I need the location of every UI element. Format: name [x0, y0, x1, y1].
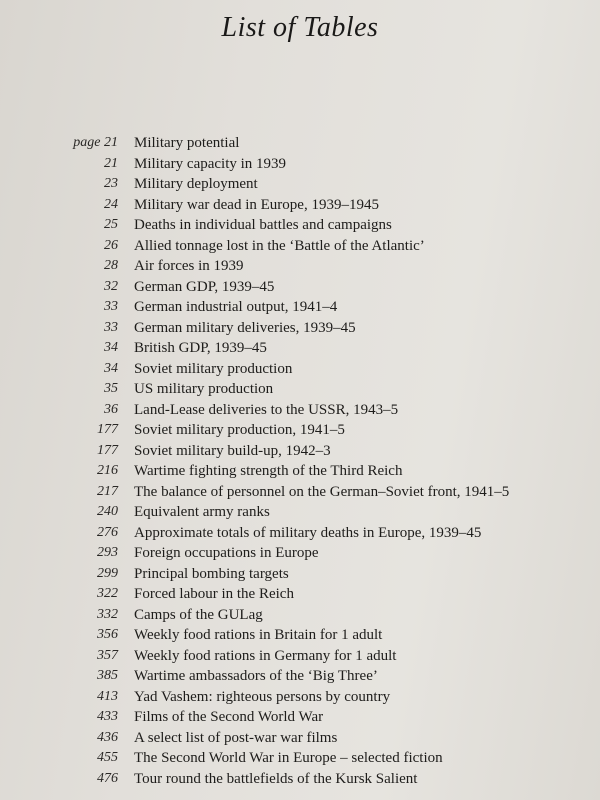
table-title: Air forces in 1939: [134, 258, 244, 274]
page-number: 455: [97, 750, 118, 765]
table-title: Forced labour in the Reich: [134, 586, 294, 602]
page-number: 217: [97, 483, 118, 499]
table-title: Military capacity in 1939: [134, 155, 287, 172]
list-item: [0, 543, 600, 564]
table-title: Allied tonnage lost in the ‘Battle of the Atlantic’: [134, 237, 425, 254]
table-title: Military potential: [134, 135, 240, 151]
list-item: [0, 666, 600, 687]
page-number: 436: [97, 729, 118, 745]
list-item: [0, 605, 600, 626]
list-item: [0, 133, 600, 154]
table-title: Foreign occupations in Europe: [134, 545, 319, 561]
list-item: [0, 441, 600, 462]
page-number: page 21: [73, 135, 118, 150]
list-item: [0, 523, 600, 544]
page-number: 33: [104, 319, 118, 335]
list-item: [0, 215, 600, 236]
list-item: [0, 707, 600, 728]
table-title: Yad Vashem: righteous persons by country: [134, 688, 391, 705]
page-number: 240: [97, 504, 118, 519]
list-item: [0, 379, 600, 400]
page-number: 23: [104, 176, 118, 191]
table-title: Equivalent army ranks: [134, 504, 270, 520]
list-item: [0, 769, 600, 790]
table-title: US military production: [134, 381, 274, 397]
table-title: Soviet military production: [134, 360, 293, 377]
page-number: 216: [97, 463, 118, 478]
table-title: Military deployment: [134, 176, 258, 192]
list-item: [0, 502, 600, 523]
list-item: [0, 687, 600, 708]
table-title: Deaths in individual battles and campaigns: [134, 217, 392, 233]
page-number: 26: [104, 237, 118, 253]
list-item: [0, 338, 600, 359]
page-number: 356: [97, 627, 118, 642]
page-number: 332: [97, 606, 118, 622]
table-title: Wartime fighting strength of the Third Reich: [134, 463, 403, 479]
page-number: 476: [97, 770, 118, 786]
table-title: Approximate totals of military deaths in Europe, 1939–45: [134, 524, 482, 541]
table-title: A select list of post-war war films: [134, 729, 338, 746]
list-item: [0, 625, 600, 646]
page-number: 21: [104, 155, 118, 171]
page-number: 293: [97, 545, 118, 560]
list-item: [0, 420, 600, 441]
page-number: 25: [104, 217, 118, 232]
page-number: 177: [97, 442, 118, 458]
page-number: 413: [97, 688, 118, 704]
table-title: British GDP, 1939–45: [134, 340, 267, 356]
table-title: The Second World War in Europe – selected fiction: [134, 750, 443, 766]
list-item: [0, 236, 600, 257]
table-title: Weekly food rations in Germany for 1 adult: [134, 647, 397, 664]
list-item: [0, 256, 600, 277]
table-title: Tour round the battlefields of the Kursk Salient: [134, 770, 418, 787]
list-item: [0, 564, 600, 585]
table-title: Weekly food rations in Britain for 1 adult: [134, 627, 383, 643]
table-title: The balance of personnel on the German–Soviet front, 1941–5: [134, 483, 510, 500]
table-title: Soviet military production, 1941–5: [134, 422, 345, 438]
page-number: 32: [104, 278, 118, 294]
page-number: 28: [104, 258, 118, 273]
list-item: [0, 174, 600, 195]
table-title: Principal bombing targets: [134, 565, 289, 582]
list-item: [0, 154, 600, 175]
list-item: [0, 195, 600, 216]
page-number: 322: [97, 586, 118, 601]
list-item: [0, 318, 600, 339]
list-item: [0, 584, 600, 605]
list-item: [0, 748, 600, 769]
page-number: 177: [97, 422, 118, 437]
table-title: Films of the Second World War: [134, 709, 324, 725]
page-number: 35: [104, 381, 118, 396]
page-number: 24: [104, 196, 118, 212]
list-item: [0, 400, 600, 421]
page-number: 357: [97, 647, 118, 663]
page-number: 433: [97, 709, 118, 724]
page-number: 36: [104, 401, 118, 417]
page-number: 34: [104, 360, 118, 376]
table-title: German GDP, 1939–45: [134, 278, 275, 295]
page-number: 34: [104, 340, 118, 355]
list-item: [0, 297, 600, 318]
table-title: Land-Lease deliveries to the USSR, 1943–5: [134, 401, 399, 418]
table-title: Camps of the GULag: [134, 606, 263, 623]
list-item: [0, 359, 600, 380]
table-title: Military war dead in Europe, 1939–1945: [134, 196, 379, 213]
page-number: 385: [97, 668, 118, 683]
table-list: [0, 133, 600, 789]
page-title: List of Tables: [221, 12, 379, 43]
list-item: [0, 482, 600, 503]
table-title: German military deliveries, 1939–45: [134, 319, 356, 336]
list-item: [0, 646, 600, 667]
table-title: Soviet military build-up, 1942–3: [134, 442, 331, 459]
list-item: [0, 277, 600, 298]
table-title: Wartime ambassadors of the ‘Big Three’: [134, 668, 378, 684]
list-item: [0, 728, 600, 749]
page-number: 33: [104, 299, 118, 314]
list-item: [0, 461, 600, 482]
page-number: 276: [97, 524, 118, 540]
page-number: 299: [97, 565, 118, 581]
table-title: German industrial output, 1941–4: [134, 299, 338, 315]
